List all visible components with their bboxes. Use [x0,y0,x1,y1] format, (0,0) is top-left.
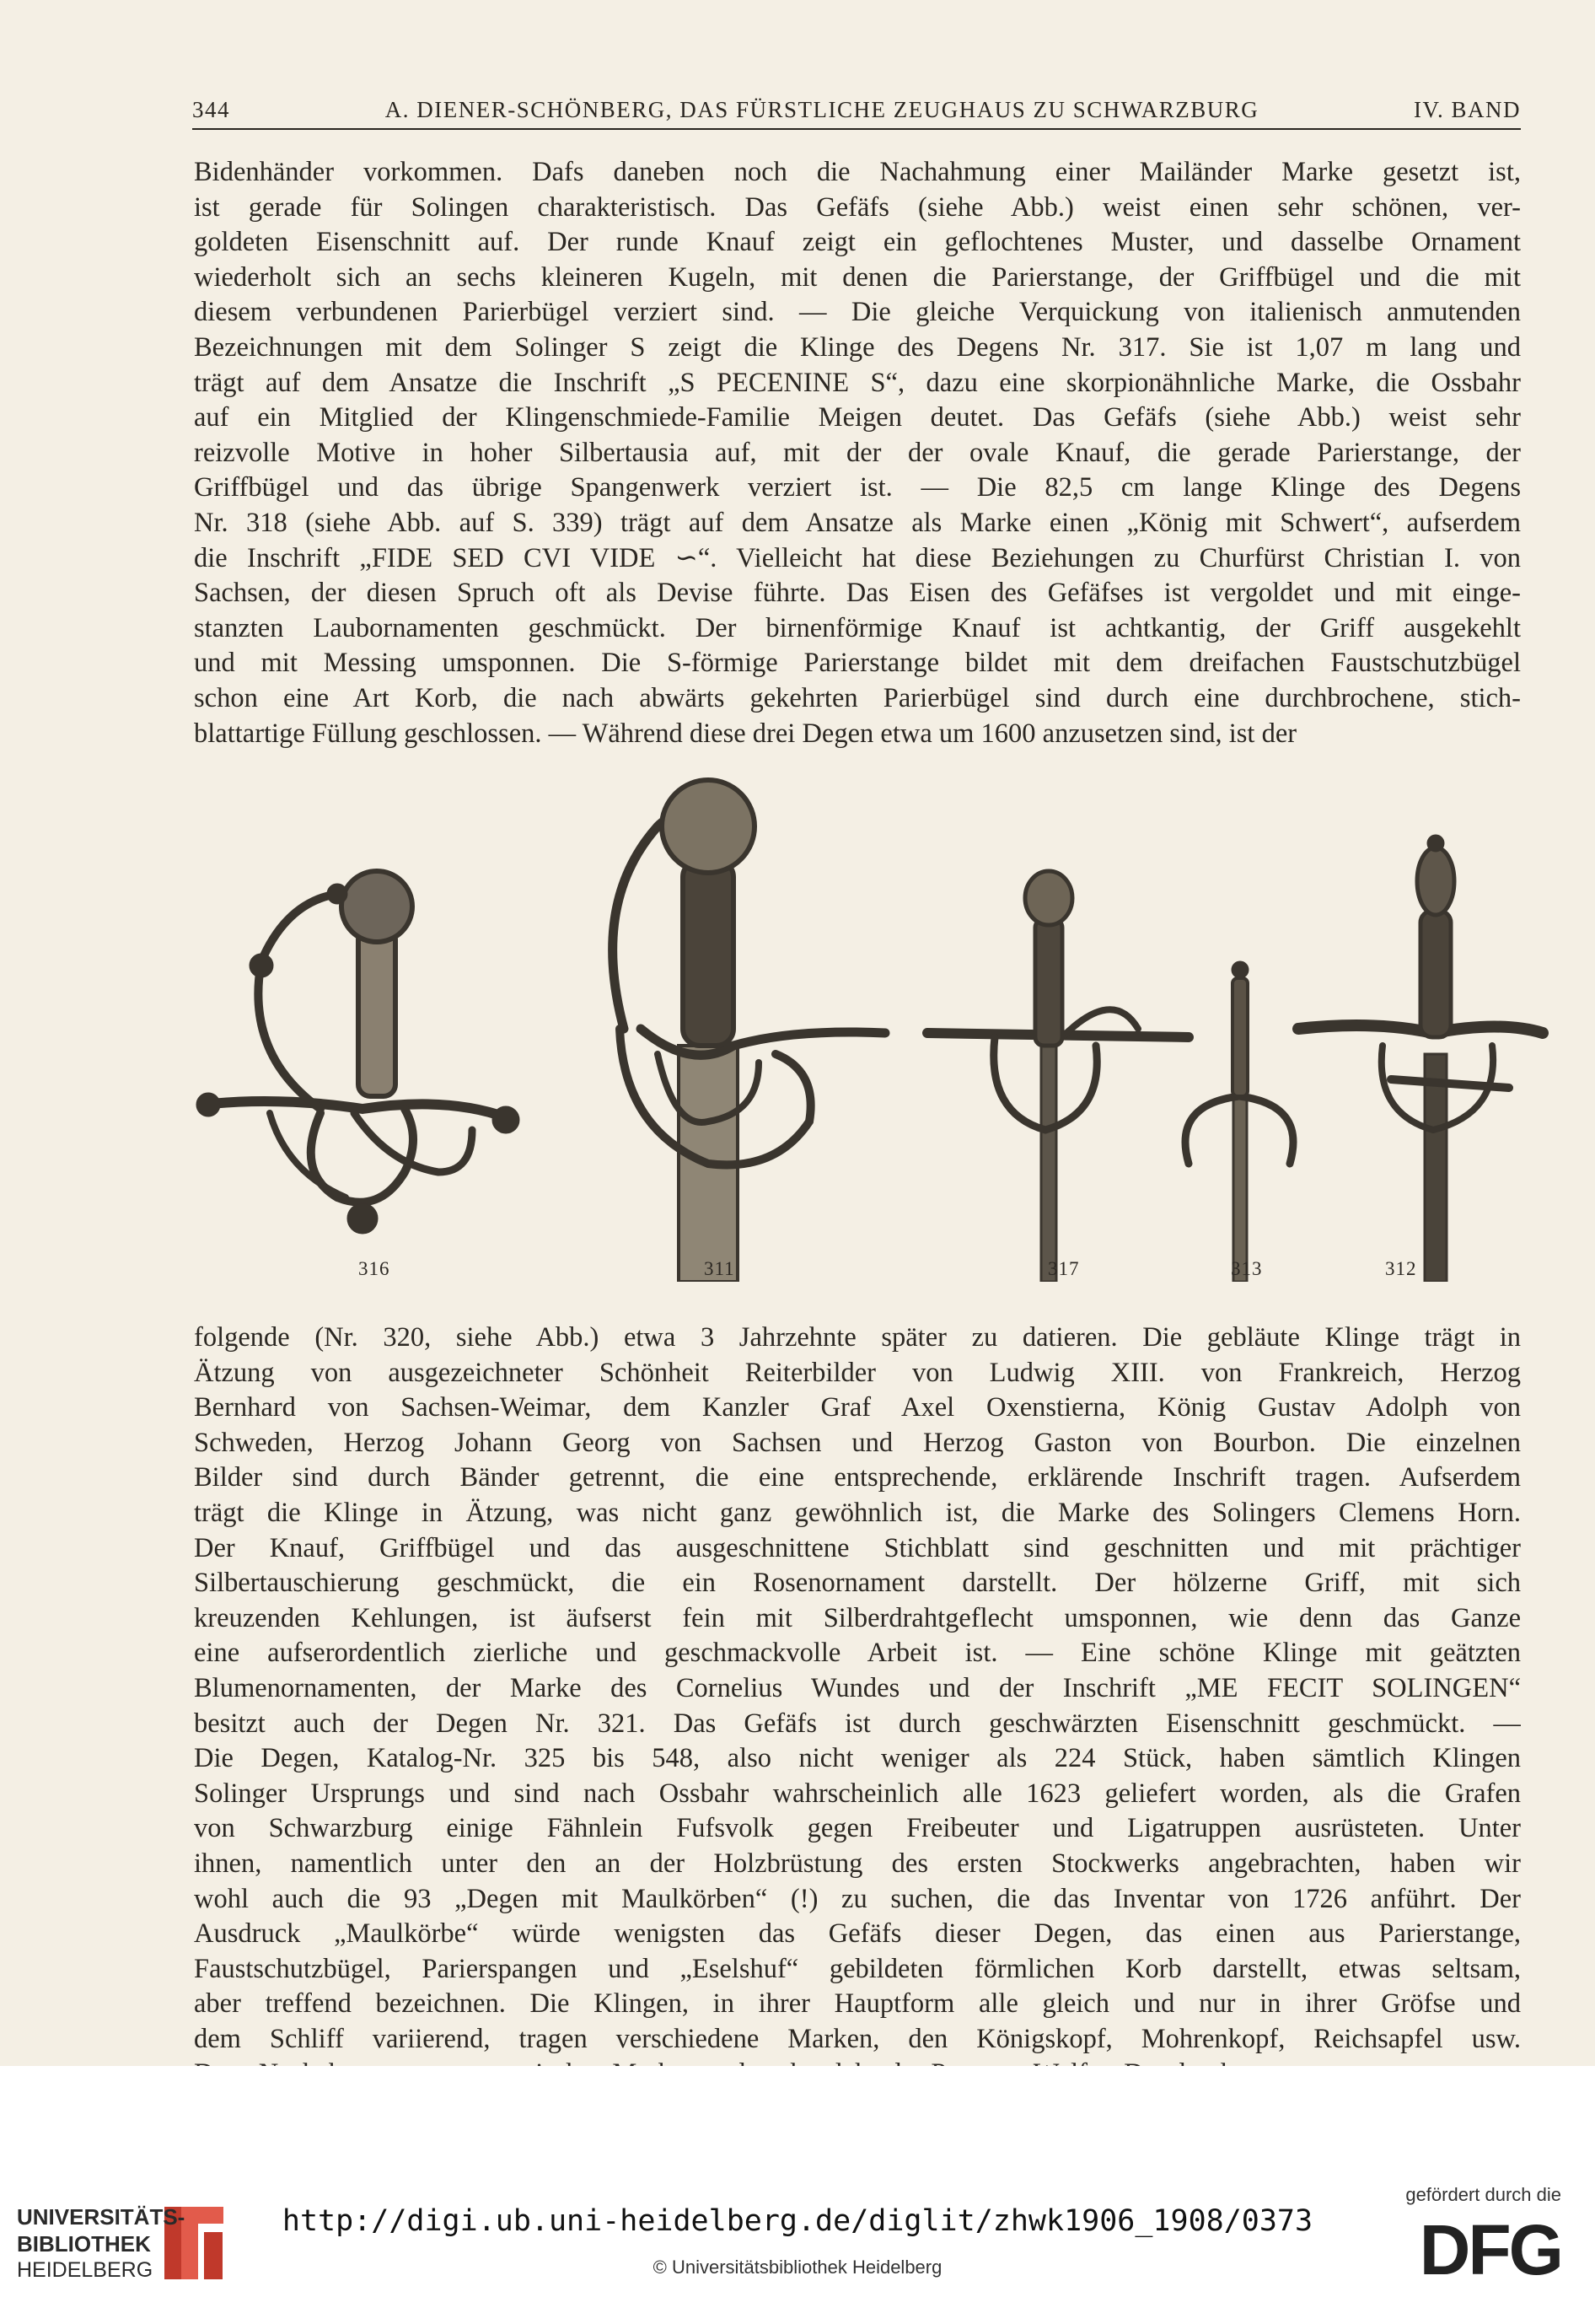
text-line: eine aufserordentlich zierliche und geschmackvolle Arbeit ist. — Eine schöne Klinge mit geätzten [194,1638,1521,1669]
text-line: Silbertauschierung geschmückt, die ein Rosenornament darstellt. Der hölzerne Griff, mit sich [194,1568,1521,1599]
running-header [192,84,1521,130]
text-line: folgende (Nr. 320, siehe Abb.) etwa 3 Jahrzehnte später zu datieren. Die gebläute Klinge trägt in [194,1322,1521,1353]
text-line: wohl auch die 93 „Degen mit Maulkörben“ (!) zu suchen, die das Inventar von 1726 anführt. Der [194,1883,1521,1914]
sword-313-image [1185,961,1293,1282]
swords-figure [152,776,1551,1282]
text-line: Bilder sind durch Bänder getrennt, die eine entsprechende, erklärende Inschrift tragen. Aufserdem [194,1462,1521,1493]
text-line: ist gerade für Solingen charakteristisch. Das Gefäfs (siehe Abb.) weist einen sehr schönen, ver- [194,191,1521,223]
text-line: blattartige Füllung geschlossen. — Während diese drei Degen etwa um 1600 anzusetzen sind, ist der [194,718,1297,749]
text-line: Schweden, Herzog Johann Georg von Sachsen und Herzog Gaston von Bourbon. Die einzelnen [194,1427,1521,1458]
text-line: besitzt auch der Degen Nr. 321. Das Gefäfs ist durch geschwärzten Eisenschnitt geschmückt. — [194,1708,1521,1739]
text-line: schon eine Art Korb, die nach abwärts gekehrten Parierbügel sind durch eine durchbrochene, stich- [194,682,1521,713]
text-line: Ausdruck „Maulkörbe“ würde wenigsten das Gefäfs dieser Degen, das einen aus Parierstange, [194,1918,1521,1950]
figure-number-317: 317 [1048,1258,1080,1279]
library-name-line3: HEIDELBERG [17,2258,153,2282]
dfg-logo: DFG [1419,2210,1561,2289]
sword-312-image [1298,835,1543,1282]
viewer-footer [0,2066,1595,2324]
text-line: trägt die Klinge in Ätzung, was nicht ganz gewöhnlich ist, die Marke des Solingers Clemens Horn. [194,1497,1521,1528]
text-line: Solinger Ursprungs und sind nach Ossbahr wahrscheinlich alle 1623 geliefert worden, als die Grafen [194,1778,1521,1809]
text-line: stanzten Laubornamenten geschmückt. Der birnenförmige Knauf ist achtkantig, der Griff ausgekehlt [194,612,1521,643]
text-line: dem Schliff variierend, tragen verschiedene Marken, den Königskopf, Mohrenkopf, Reichsapfel usw. [194,2023,1521,2054]
text-line: Nr. 318 (siehe Abb. auf S. 339) trägt auf dem Ansatze als Marke einen „König mit Schwert“, aufserdem [194,507,1521,538]
permalink-url[interactable]: http://digi.ub.uni-heidelberg.de/diglit/zhwk1906_1908/0373 [282,2204,1313,2238]
page-number: 344 [192,97,230,122]
text-line: aber treffend bezeichnen. Die Klingen, in ihrer Hauptform alle gleich und nur in ihrer Gröfse und [194,1988,1521,2020]
sword-316-image [196,871,519,1234]
figure-number-313: 313 [1231,1258,1263,1279]
running-title: A. DIENER-SCHÖNBERG, DAS FÜRSTLICHE ZEUGHAUS ZU SCHWARZBURG [384,97,1259,122]
text-line: goldeten Eisenschnitt auf. Der runde Knauf zeigt ein geflochtenes Muster, und dasselbe Ornament [194,227,1521,258]
text-line: von Schwarzburg einige Fähnlein Fufsvolk gegen Freibeuter und Ligatruppen ausrüsteten. Unter [194,1813,1521,1844]
figure-number-316: 316 [358,1258,390,1279]
sword-317-image [927,871,1189,1282]
library-name-line2: BIBLIOTHEK [17,2231,151,2257]
text-line: ihnen, namentlich unter den an der Holzbrüstung des ersten Stockwerks angebrachten, haben wir [194,1848,1521,1879]
text-line: diesem verbundenen Parierbügel verziert sind. — Die gleiche Verquickung von italienisch anmutenden [194,297,1521,328]
volume-label: IV. BAND [1413,97,1521,122]
text-line: Der Knauf, Griffbügel und das ausgeschnittene Stichblatt sind geschnitten und mit prächtiger [194,1532,1521,1563]
text-line: Sachsen, der diesen Spruch oft als Devise führte. Das Eisen des Gefäfses ist vergoldet und mit einge- [194,578,1521,609]
text-line: Bidenhänder vorkommen. Dafs daneben noch die Nachahmung einer Mailänder Marke gesetzt ist, [194,157,1521,187]
copyright-notice: © Universitätsbibliothek Heidelberg [652,2257,943,2278]
text-line: Bernhard von Sachsen-Weimar, dem Kanzler Graf Axel Oxenstierna, König Gustav Adolph von [194,1392,1521,1423]
text-line: reizvolle Motive in hoher Silbertausia auf, mit der der ovale Knauf, die gerade Parierstange, der [194,437,1521,468]
library-name-line1: UNIVERSITÄTS- [17,2204,185,2230]
funder-label: gefördert durch die [1405,2184,1561,2205]
text-line: Blumenornamenten, der Marke des Cornelius Wundes und der Inschrift „ME FECIT SOLINGEN“ [194,1672,1521,1703]
text-line: Faustschutzbügel, Parierspangen und „Eselshuf“ gebildeten förmlichen Korb darstellt, etwas seltsam, [194,1953,1521,1984]
sword-311-image [613,780,885,1282]
text-line: Bezeichnungen mit dem Solinger S zeigt die Klinge des Degens Nr. 317. Sie ist 1,07 m lang und [194,331,1521,363]
paragraph-top [194,155,1521,751]
text-line: und mit Messing umsponnen. Die S-förmige Parierstange bildet mit dem dreifachen Faustschutzbügel [194,648,1521,679]
text-line: kreuzenden Kehlungen, ist äufserst fein mit Silberdrahtgeflecht umsponnen, wie denn das Ganze [194,1602,1521,1633]
text-line: wiederholt sich an sechs kleineren Kugeln, mit denen die Parierstange, der Griffbügel und die mit [194,261,1521,293]
paragraph-bottom [194,1321,1521,2092]
figure-number-311: 311 [704,1258,735,1279]
text-line: die Inschrift „FIDE SED CVI VIDE ∽“. Vielleicht hat diese Beziehungen zu Churfürst Christian I. von [194,542,1521,573]
text-line: auf ein Mitglied der Klingenschmiede-Familie Meigen deutet. Das Gefäfs (siehe Abb.) weist sehr [194,402,1521,433]
figure-number-312: 312 [1385,1258,1417,1279]
text-line: trägt auf dem Ansatze die Inschrift „S PECENINE S“, dazu eine skorpionähnliche Marke, die Ossbahr [194,367,1521,398]
text-line: Die Degen, Katalog-Nr. 325 bis 548, also nicht weniger als 224 Stück, haben sämtlich Klingen [194,1743,1521,1774]
text-line: Ätzung von ausgezeichneter Schönheit Reiterbilder von Ludwig XIII. von Frankreich, Herzog [194,1357,1521,1388]
text-line: Griffbügel und das übrige Spangenwerk verziert ist. — Die 82,5 cm lange Klinge des Degens [194,472,1521,503]
